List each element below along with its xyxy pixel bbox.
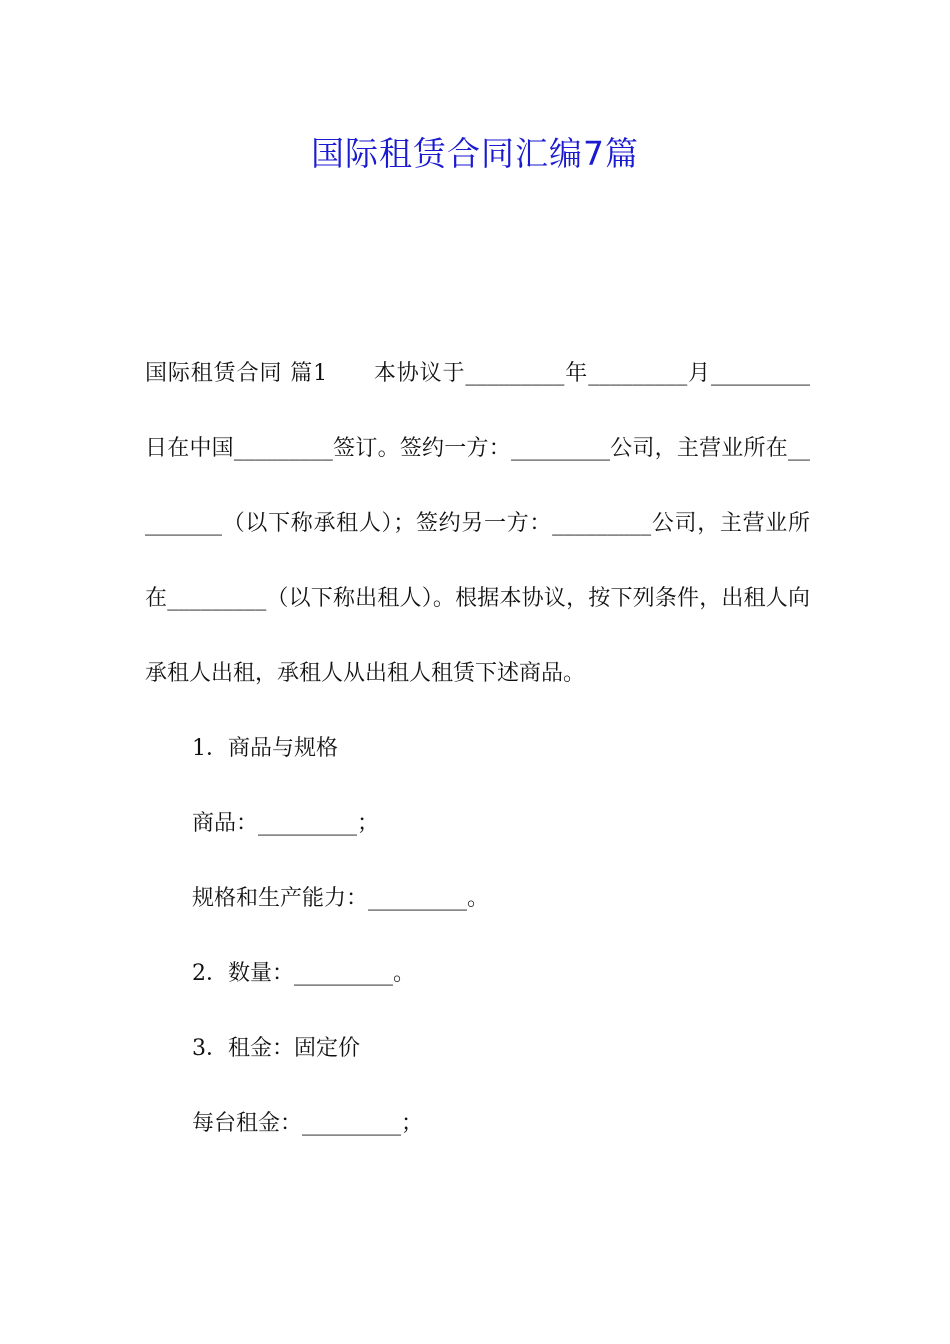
intro-paragraph: 国际租赁合同 篇1 本协议于_________年_________月_________日在中国_________签订。签约一方：_________公司，主营业所在_________（以下称承租人）；签约另一方：_________公司，主营业所在_________（以下称出租人）。根据本协议，按下列条件，出租人向承租人出租，承租人从出租人租赁下述商品。 <box>145 361 810 686</box>
document-body <box>145 336 810 1161</box>
clause-quantity-line: 2．数量：_________。 <box>192 961 415 986</box>
clause-spec-capacity-line: 规格和生产能力：_________。 <box>192 886 490 911</box>
clause-rent-per-unit-line: 每台租金：_________； <box>192 1111 424 1136</box>
clause-rent-heading: 3．租金：固定价 <box>192 1036 360 1061</box>
clause-goods-line: 商品：_________； <box>192 811 380 836</box>
document-title: 国际租赁合同汇编7篇 <box>311 134 639 173</box>
clause-goods-spec-heading: 1．商品与规格 <box>192 736 338 761</box>
